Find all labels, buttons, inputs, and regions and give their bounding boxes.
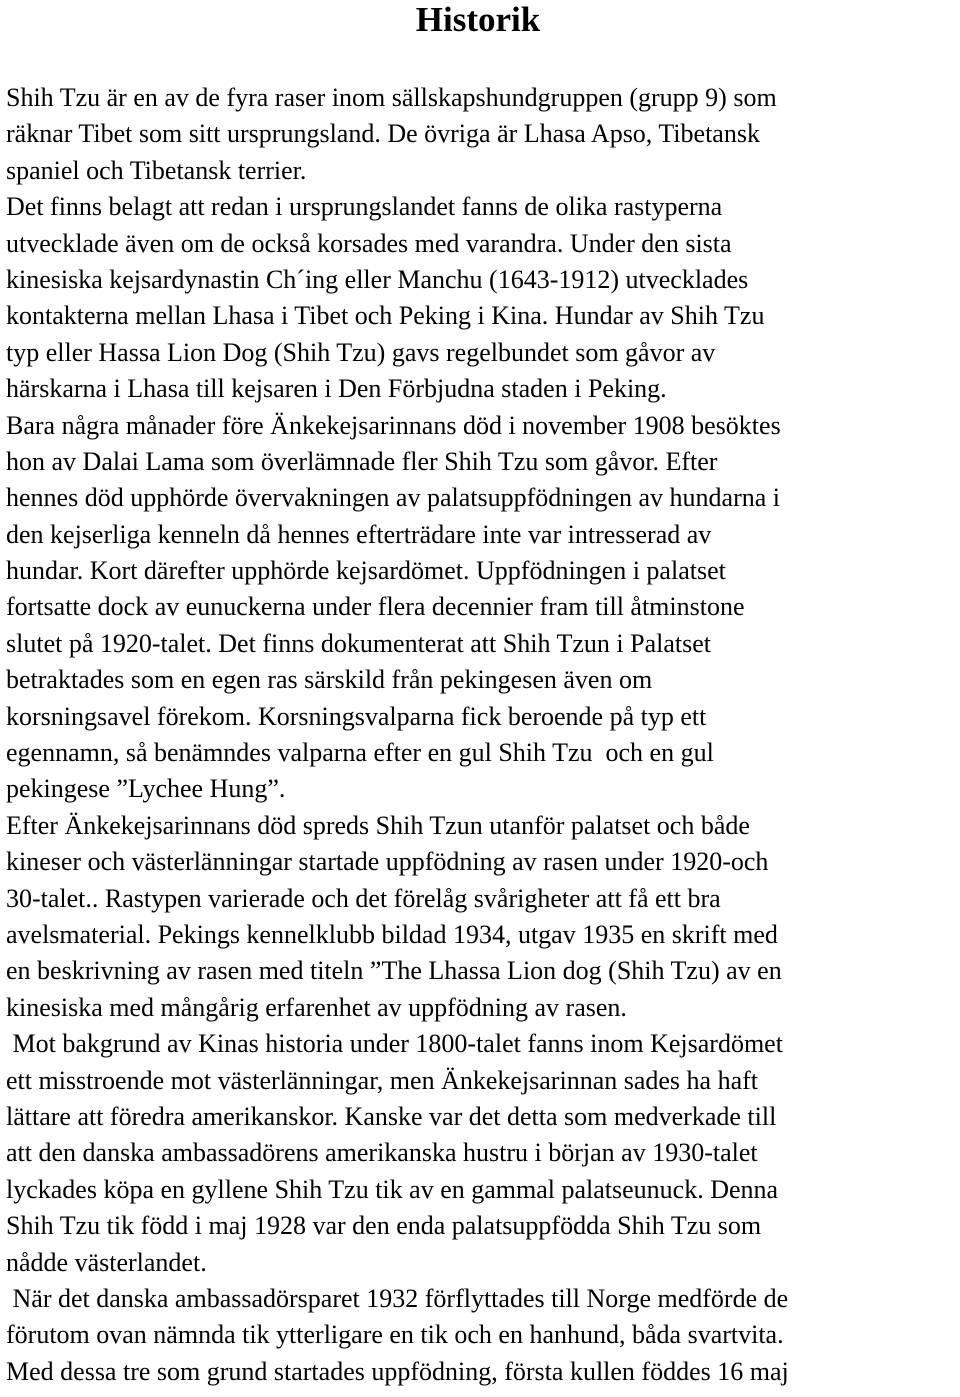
text-line: spaniel och Tibetansk terrier. (6, 155, 307, 185)
text-line: betraktades som en egen ras särskild från pekingesen även om (6, 665, 653, 695)
text-line: utvecklade även om de också korsades med varandra. Under den sista (6, 228, 732, 258)
text-line: ett misstroende mot västerlänningar, men Änkekejsarinnan sades ha haft (6, 1065, 759, 1095)
text-line: förutom ovan nämnda tik ytterligare en tik och en hanhund, båda svartvita. (6, 1320, 784, 1350)
text-line: Shih Tzu tik född i maj 1928 var den enda palatsuppfödda Shih Tzu som (6, 1211, 762, 1241)
text-line: kinesiska med mångårig erfarenhet av uppfödning av rasen. (6, 992, 627, 1022)
text-line: hon av Dalai Lama som överlämnade fler Shih Tzu som gåvor. Efter (6, 446, 718, 476)
text-line: korsningsavel förekom. Korsningsvalparna fick beroende på typ ett (6, 701, 707, 731)
text-line: lyckades köpa en gyllene Shih Tzu tik av en gammal palatseunuck. Denna (6, 1174, 779, 1204)
text-line: pekingese ”Lychee Hung”. (6, 774, 286, 804)
text-line: kinesiska kejsardynastin Ch´ing eller Manchu (1643-1912) utvecklades (6, 264, 749, 294)
text-line: nådde västerlandet. (6, 1247, 207, 1277)
text-line: Bara några månader före Änkekejsarinnans död i november 1908 besöktes (6, 410, 781, 440)
text-line: den kejserliga kenneln då hennes efterträdare inte var intresserad av (6, 519, 712, 549)
body-text (6, 80, 789, 1390)
text-line: Efter Änkekejsarinnans död spreds Shih Tzun utanför palatset och både (6, 810, 750, 840)
text-line: typ eller Hassa Lion Dog (Shih Tzu) gavs regelbundet som gåvor av (6, 337, 716, 367)
text-line: Det finns belagt att redan i ursprungslandet fanns de olika rastyperna (6, 192, 723, 222)
text-line: härskarna i Lhasa till kejsaren i Den Förbjudna staden i Peking. (6, 374, 667, 404)
text-line: en beskrivning av rasen med titeln ”The Lhassa Lion dog (Shih Tzu) av en (6, 956, 782, 986)
text-line: avelsmaterial. Pekings kennelklubb bildad 1934, utgav 1935 en skrift med (6, 919, 778, 949)
text-line: hennes död upphörde övervakningen av palatsuppfödningen av hundarna i (6, 483, 781, 513)
text-line: egennamn, så benämndes valparna efter en gul Shih Tzu och en gul (6, 738, 714, 768)
text-line: 30-talet.. Rastypen varierade och det förelåg svårigheter att få ett bra (6, 883, 721, 913)
text-line: hundar. Kort därefter upphörde kejsardömet. Uppfödningen i palatset (6, 556, 726, 586)
text-line: att den danska ambassadörens amerikanska hustru i början av 1930-talet (6, 1138, 758, 1168)
text-line: kineser och västerlänningar startade uppfödning av rasen under 1920-och (6, 847, 769, 877)
text-line: kontakterna mellan Lhasa i Tibet och Peking i Kina. Hundar av Shih Tzu (6, 301, 765, 331)
text-line: lättare att föredra amerikanskor. Kanske var det detta som medverkade till (6, 1101, 777, 1131)
text-line: Shih Tzu är en av de fyra raser inom sällskapshundgruppen (grupp 9) som (6, 83, 777, 112)
text-line: När det danska ambassadörsparet 1932 förflyttades till Norge medförde de (6, 1283, 789, 1313)
text-line: Med dessa tre som grund startades uppfödning, första kullen föddes 16 maj (6, 1356, 789, 1386)
text-line: slutet på 1920-talet. Det finns dokumenterat att Shih Tzun i Palatset (6, 628, 711, 658)
text-line: fortsatte dock av eunuckerna under flera decennier fram till åtminstone (6, 592, 745, 622)
text-line: räknar Tibet som sitt ursprungsland. De övriga är Lhasa Apso, Tibetansk (6, 119, 760, 149)
text-line: Mot bakgrund av Kinas historia under 1800-talet fanns inom Kejsardömet (6, 1029, 783, 1059)
page-title: Historik (415, 0, 541, 39)
